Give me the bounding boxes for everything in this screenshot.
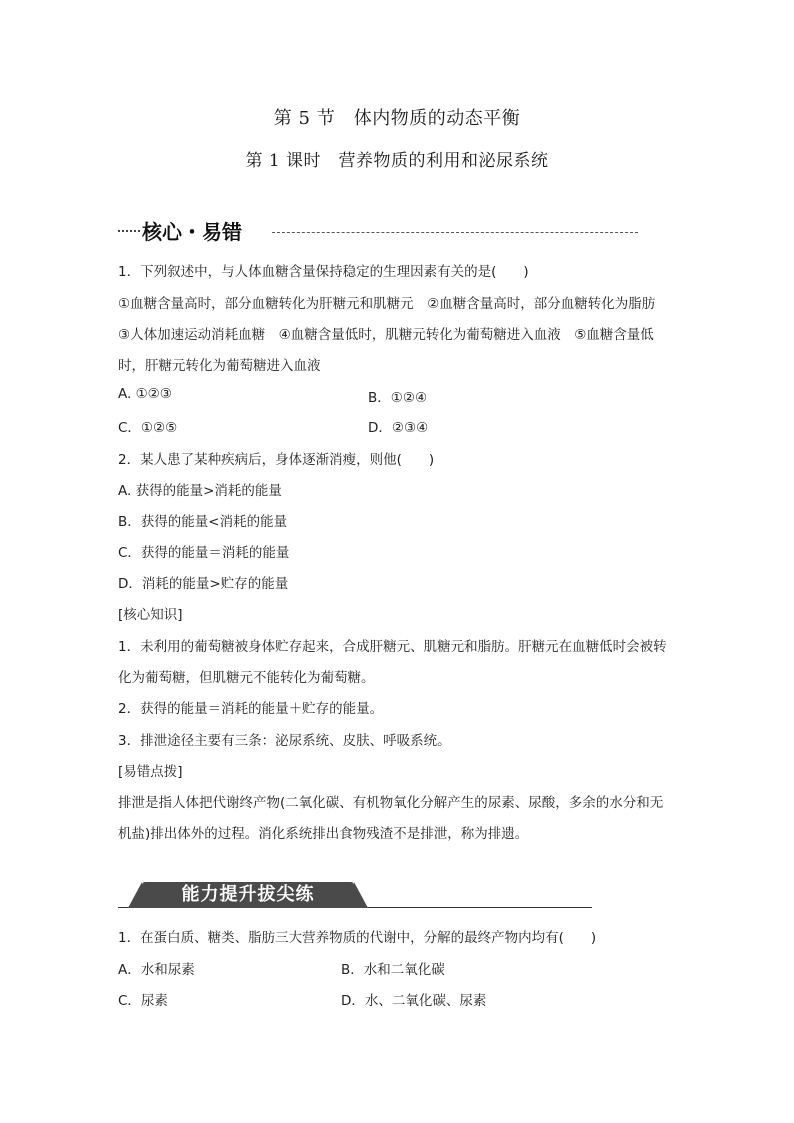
option-c: C．获得的能量＝消耗的能量 xyxy=(118,545,290,561)
question-stem: 1．下列叙述中，与人体血糖含量保持稳定的生理因素有关的是( ) xyxy=(118,264,529,280)
section-header-core xyxy=(118,216,638,248)
option-a: A. 获得的能量>消耗的能量 xyxy=(118,483,282,499)
statement-line: ③人体加速运动消耗血糖 ④血糖含量低时，肌糖元转化为葡萄糖进入血液 ⑤血糖含量低 xyxy=(118,327,654,343)
section-header-advanced xyxy=(118,880,592,914)
tips-line: 机盐)排出体外的过程。消化系统排出食物残渣不是排泄，称为排遗。 xyxy=(118,826,529,842)
divider xyxy=(118,230,140,232)
option-d: D．消耗的能量>贮存的能量 xyxy=(118,576,289,592)
option-b: B．①②④ xyxy=(368,390,428,406)
knowledge-line: 3．排泄途径主要有三条：泌尿系统、皮肤、呼吸系统。 xyxy=(118,733,451,749)
knowledge-line: 1．未利用的葡萄糖被身体贮存起来，合成肝糖元、肌糖元和脂肪。肝糖元在血糖低时会被转 xyxy=(118,639,667,655)
option-d: D．水、二氧化碳、尿素 xyxy=(341,993,487,1009)
divider xyxy=(272,232,638,233)
section-heading: 核心・易错 xyxy=(142,216,248,245)
option-d: D．②③④ xyxy=(368,420,429,436)
question-stem: 1．在蛋白质、糖类、脂肪三大营养物质的代谢中，分解的最终产物内均有( ) xyxy=(118,930,597,946)
knowledge-line: 2．获得的能量＝消耗的能量＋贮存的能量。 xyxy=(118,701,384,717)
knowledge-line: 化为葡萄糖，但肌糖元不能转化为葡萄糖。 xyxy=(118,670,375,686)
option-c: C．①②⑤ xyxy=(118,420,178,436)
tips-line: 排泄是指人体把代谢终产物(二氧化碳、有机物氧化分解产生的尿素、尿酸，多余的水分和无 xyxy=(118,795,664,811)
section-heading: 能力提升拔尖练 xyxy=(142,882,354,908)
statement-line: 时，肝糖元转化为葡萄糖进入血液 xyxy=(118,358,321,374)
page-title: 第 5 节 体内物质的动态平衡 xyxy=(273,108,521,129)
tips-label: [易错点拨] xyxy=(118,764,183,780)
page-subtitle: 第 1 课时 营养物质的利用和泌尿系统 xyxy=(245,151,549,171)
statement-line: ①血糖含量高时，部分血糖转化为肝糖元和肌糖元 ②血糖含量高时，部分血糖转化为脂肪 xyxy=(118,296,656,312)
option-a: A．水和尿素 xyxy=(118,962,195,978)
option-b: B．获得的能量<消耗的能量 xyxy=(118,514,288,530)
option-b: B．水和二氧化碳 xyxy=(341,962,445,978)
question-stem: 2．某人患了某种疾病后，身体逐渐消瘦，则他( ) xyxy=(118,452,435,468)
knowledge-label: [核心知识] xyxy=(118,607,183,623)
option-c: C．尿素 xyxy=(118,993,168,1009)
option-a: A. ①②③ xyxy=(118,386,172,402)
